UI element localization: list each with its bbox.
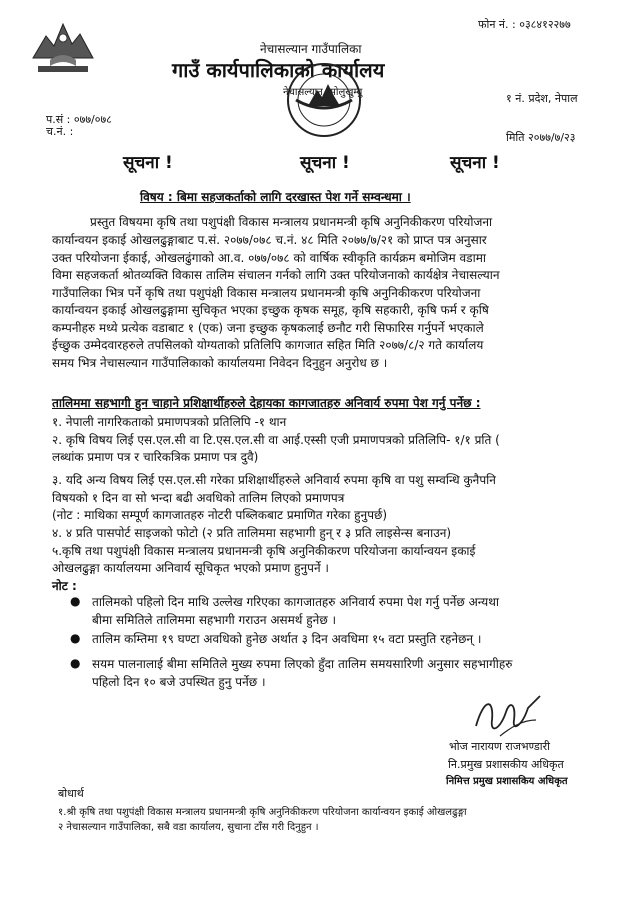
reference-cn: च.नं. :	[46, 125, 74, 138]
reference-ps: प.सं : ०७७/०७८	[46, 113, 112, 126]
signatory-name: भोज नारायण राजभण्डारी	[449, 740, 550, 753]
requirement-item: लब्धांक प्रमाण पत्र र चारिकत्रिक प्रमाण पत्र दुवै)	[52, 450, 259, 464]
body-line: कम्पनीहरु मध्ये प्रत्येक वडाबाट १ (एक) जना इच्छुक कृषकलाई छनौट गरी सिफारिस गर्नुपर्ने भएकाले	[52, 321, 484, 335]
body-line: प्रस्तुत विषयमा कृषि तथा पशुपंक्षी विकास मन्त्रालय प्रधानमन्त्री कृषि अनुनिकीकरण परियोजना	[90, 215, 493, 229]
office-address: नेचासल्यान, सोलुखुम्बु	[283, 87, 363, 98]
body-line: गाउँपालिका भित्र पर्ने कृषि तथा पशुपंक्षी विकास मन्त्रालय प्रधानमन्त्री कृषि अनुनिकीकरण परियोजना	[52, 286, 481, 300]
body-line: ईच्छुक उम्मेदवारहरुले तपसिलको योग्यताको प्रतिलिपि कागजात सहित मिति २०७७/८/२ गते कार्यालय	[52, 338, 484, 352]
bullet-icon: ●	[70, 594, 81, 608]
subject-line: विषय : बिमा सहजकर्ताको लागि दरखास्त पेश गर्ने सम्वन्धमा ।	[140, 190, 411, 204]
requirement-item: ५.कृषि तथा पशुपंक्षी विकास मन्त्रालय प्रधानमन्त्री कृषि अनुनिकीकरण परियोजना कार्यान्वयन इकाई	[52, 544, 476, 558]
requirement-item: १. नेपाली नागरिकताको प्रमाणपत्रको प्रतिलिपि -१ थान	[52, 415, 287, 429]
handwritten-signature	[470, 690, 550, 740]
note-item: बीमा समितिले तालिममा सहभागी गराउन असमर्थ हुनेछ ।	[92, 613, 337, 627]
nepal-emblem-logo	[28, 16, 98, 76]
letter-date: मिति २०७७/७/२३	[506, 131, 576, 144]
body-line: कार्यान्वयन इकाई ओखलढुङ्गाबाट प.सं. २०७७/०७८ च.नं. ४८ मिति २०७७/७/२१ को प्राप्त पत्र अनुसार	[52, 233, 487, 247]
notice-heading-1: सूचना !	[123, 153, 173, 173]
bullet-icon: ●	[70, 656, 81, 670]
requirement-item: विषयको १ दिन वा सो भन्दा बढी अवधिको तालिम लिएको प्रमाणपत्र	[52, 491, 345, 505]
note-item: पहिलो दिन १० बजे उपस्थित हुनु पर्नेछ ।	[92, 675, 266, 689]
requirement-item: ३. यदि अन्य विषय लिई एस.एल.सी गरेका प्रशिक्षार्थीहरुले अनिवार्य रुपमा कृषि वा पशु सम्वन्धि कुनैपनि	[52, 473, 496, 487]
body-line: उक्त परियोजना ईकाई, ओखलढुंगाको आ.व. ०७७/०७८ को वार्षिक स्वीकृति कार्यक्रम बमोजिम वडामा	[52, 251, 486, 265]
notice-heading-2: सूचना !	[300, 153, 350, 173]
phone-number: फोन नं. : ०३८४१२२७७	[478, 18, 571, 31]
requirement-item: २. कृषि विषय लिई एस.एल.सी वा टि.एस.एल.सी वा आई.एस्सी एजी प्रमाणपत्रको प्रतिलिपि- १/१ प्रति (	[52, 433, 500, 447]
note-item: तालिमको पहिलो दिन माथि उल्लेख गरिएका कागजातहरु अनिवार्य रुपमा पेश गर्नु पर्नेछ अन्यथा	[92, 595, 500, 609]
requirement-item: ओखलढुङ्गा कार्यालयमा अनिवार्य सूचिकृत भएको प्रमाण हुनुपर्ने ।	[52, 561, 329, 575]
cc-label: बोधार्थ	[58, 787, 84, 800]
note-item: तालिम कम्तिमा १९ घण्टा अवधिको हुनेछ अर्थात ३ दिन अवधिमा १५ वटा प्रस्तुति रहनेछन् ।	[92, 632, 482, 646]
note-item: सयम पालनालाई बीमा समितिले मुख्य रुपमा लिएको हुँदा तालिम समयसारिणी अनुसार सहभागीहरु	[92, 657, 513, 671]
notice-heading-3: सूचना !	[450, 153, 500, 173]
signatory-stamp: निमित्त प्रमुख प्रशासकिय अधिकृत	[446, 776, 568, 787]
office-title: गाउँ कार्यपालिकाको कार्यालय	[172, 58, 385, 82]
bullet-icon: ●	[70, 631, 81, 645]
training-heading: तालिममा सहभागी हुन चाहाने प्रशिक्षार्थीहरुले देहायका कागजातहरु अनिवार्य रुपमा पेश गर्नु पर्नेछ :	[52, 396, 481, 410]
requirement-item: (नोट : माथिका सम्पूर्ण कागजातहरु नोटरी पब्लिकबाट प्रमाणित गरेका हुनुपर्छ)	[52, 508, 388, 522]
signatory-title: नि.प्रमुख प्रशासकीय अधिकृत	[448, 758, 564, 771]
body-line: कार्यान्वयन इकाई ओखलढुङ्गामा सुचिकृत भएका इच्छुक कृषक समूह, कृषि सहकारी, कृषि फर्म र कृषि	[52, 303, 489, 317]
cc-item: १.श्री कृषि तथा पशुपंक्षी विकास मन्त्रालय प्रधानमन्त्री कृषि अनुनिकीकरण परियोजना कार्यान्वयन इकाई ओखलढुङ्गा	[58, 807, 467, 818]
office-seal-stamp	[284, 60, 364, 140]
requirement-item: ४. ४ प्रति पासपोर्ट साइजको फोटो (२ प्रति तालिममा सहभागी हुन् र ३ प्रति लाइसेन्स बनाउन)	[52, 526, 452, 540]
cc-item: २ नेचासल्यान गाउँपालिका, सबै वडा कार्यालय, सुचाना टाँस गरी दिनुहुन ।	[58, 822, 319, 833]
body-line: समय भित्र नेचासल्यान गाउँपालिकाको कार्यालयमा निवेदन दिनुहुन अनुरोध छ ।	[52, 356, 388, 370]
province-label: १ नं. प्रदेश, नेपाल	[506, 92, 578, 105]
org-name: नेचासल्यान गाउँपालिका	[260, 42, 362, 56]
body-line: विमा सहजकर्ता श्रोतव्यक्ति विकास तालिम संचालन गर्नको लागि उक्त परियोजनाको कार्यक्षेत्र नेचासल्यान	[52, 268, 500, 282]
note-label: नोट :	[52, 579, 77, 593]
